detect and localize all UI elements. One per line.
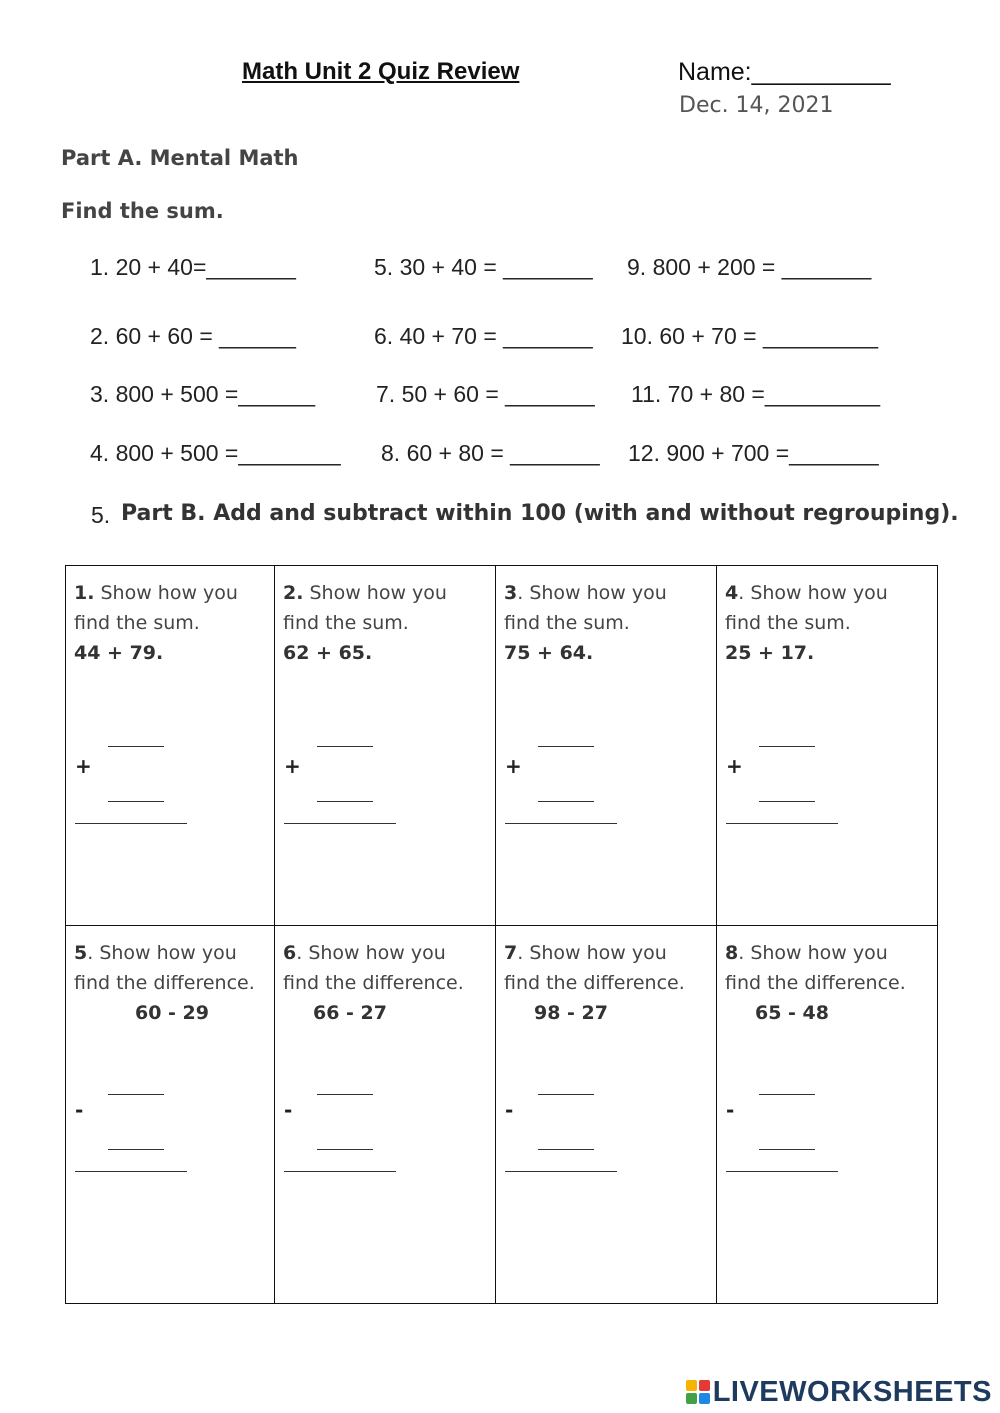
- operator-sign: +: [284, 754, 301, 778]
- answer-line[interactable]: [317, 1149, 373, 1150]
- logo-text: LIVEWORKSHEETS: [712, 1375, 992, 1408]
- problem-12[interactable]: 12. 900 + 700 =_______: [628, 440, 879, 466]
- box-number: 8: [725, 942, 739, 964]
- box-expression: 25 + 17.: [725, 642, 815, 664]
- answer-line[interactable]: [108, 1094, 164, 1095]
- result-line[interactable]: [505, 823, 617, 824]
- part-a-instruction: Find the sum.: [61, 199, 224, 223]
- box-number: 7: [504, 942, 518, 964]
- box-prompt-2: find the difference.: [74, 972, 255, 994]
- logo-square: [699, 1380, 710, 1391]
- sum-box-1[interactable]: [66, 566, 275, 926]
- problem-8[interactable]: 8. 60 + 80 = _______: [381, 440, 600, 466]
- problem-6[interactable]: 6. 40 + 70 = _______: [374, 323, 593, 349]
- box-prompt: Show how you: [303, 582, 447, 604]
- sum-box-3[interactable]: [496, 566, 717, 926]
- sum-row: [66, 566, 938, 926]
- problem-11[interactable]: 11. 70 + 80 =_________: [631, 381, 880, 407]
- answer-line[interactable]: [108, 1149, 164, 1150]
- difference-box-8[interactable]: [717, 926, 938, 1304]
- result-line[interactable]: [75, 1171, 187, 1172]
- box-prompt-2: find the sum.: [283, 612, 409, 634]
- box-number: 5: [74, 942, 88, 964]
- box-prompt-2: find the difference.: [283, 972, 464, 994]
- answer-line[interactable]: [108, 801, 164, 802]
- box-prompt-2: find the sum.: [504, 612, 630, 634]
- box-expression: 65 - 48: [755, 1002, 829, 1024]
- answer-line[interactable]: [317, 801, 373, 802]
- answer-line[interactable]: [538, 1094, 594, 1095]
- result-line[interactable]: [505, 1171, 617, 1172]
- box-prompt-2: find the difference.: [725, 972, 906, 994]
- box-prompt: . Show how you: [517, 582, 667, 604]
- difference-box-6[interactable]: [275, 926, 496, 1304]
- box-number: 2.: [283, 582, 304, 604]
- answer-line[interactable]: [108, 746, 164, 747]
- problem-10[interactable]: 10. 60 + 70 = _________: [621, 323, 879, 349]
- result-line[interactable]: [284, 1171, 396, 1172]
- problem-4[interactable]: 4. 800 + 500 =________: [90, 440, 341, 466]
- difference-box-7[interactable]: [496, 926, 717, 1304]
- result-line[interactable]: [726, 823, 838, 824]
- answer-line[interactable]: [538, 746, 594, 747]
- box-expression: 62 + 65.: [283, 642, 373, 664]
- problem-5[interactable]: 5. 30 + 40 = _______: [374, 254, 593, 280]
- logo-square: [686, 1393, 697, 1404]
- result-line[interactable]: [75, 823, 187, 824]
- problem-9[interactable]: 9. 800 + 200 = _______: [627, 254, 872, 280]
- answer-line[interactable]: [317, 1094, 373, 1095]
- problem-2[interactable]: 2. 60 + 60 = ______: [90, 323, 296, 349]
- work-grid: [65, 565, 938, 1304]
- problem-1[interactable]: 1. 20 + 40=_______: [90, 254, 296, 280]
- operator-sign: -: [726, 1098, 735, 1122]
- box-prompt: . Show how you: [87, 942, 237, 964]
- answer-line[interactable]: [538, 1149, 594, 1150]
- operator-sign: +: [726, 754, 743, 778]
- answer-line[interactable]: [759, 801, 815, 802]
- operator-sign: -: [284, 1098, 293, 1122]
- box-prompt-2: find the difference.: [504, 972, 685, 994]
- operator-sign: -: [505, 1098, 514, 1122]
- part-b-heading: Part B. Add and subtract within 100 (with and without regrouping).: [121, 501, 959, 526]
- answer-line[interactable]: [317, 746, 373, 747]
- worksheet-title: Math Unit 2 Quiz Review: [242, 58, 520, 85]
- box-number: 6: [283, 942, 297, 964]
- answer-line[interactable]: [759, 1094, 815, 1095]
- box-prompt: . Show how you: [517, 942, 667, 964]
- part-a-heading: Part A. Mental Math: [61, 146, 299, 170]
- box-prompt: . Show how you: [738, 582, 888, 604]
- box-prompt: . Show how you: [296, 942, 446, 964]
- box-prompt-2: find the sum.: [74, 612, 200, 634]
- part-b-number: 5.: [91, 502, 111, 528]
- problem-7[interactable]: 7. 50 + 60 = _______: [376, 381, 595, 407]
- box-number: 4: [725, 582, 739, 604]
- box-expression: 75 + 64.: [504, 642, 594, 664]
- box-prompt: . Show how you: [738, 942, 888, 964]
- box-expression: 60 - 29: [135, 1002, 209, 1024]
- operator-sign: +: [505, 754, 522, 778]
- box-expression: 44 + 79.: [74, 642, 164, 664]
- logo-square: [686, 1380, 697, 1391]
- box-number: 1.: [74, 582, 95, 604]
- answer-line[interactable]: [759, 746, 815, 747]
- box-expression: 66 - 27: [313, 1002, 387, 1024]
- box-expression: 98 - 27: [534, 1002, 608, 1024]
- liveworksheets-logo: [686, 1376, 992, 1408]
- logo-square: [699, 1393, 710, 1404]
- box-number: 3: [504, 582, 518, 604]
- box-prompt-2: find the sum.: [725, 612, 851, 634]
- answer-line[interactable]: [759, 1149, 815, 1150]
- logo-grid-icon: [686, 1380, 710, 1404]
- difference-box-5[interactable]: [66, 926, 275, 1304]
- sum-box-2[interactable]: [275, 566, 496, 926]
- date-text: Dec. 14, 2021: [679, 93, 834, 118]
- operator-sign: -: [75, 1098, 84, 1122]
- answer-line[interactable]: [538, 801, 594, 802]
- name-field[interactable]: Name:__________: [678, 58, 891, 86]
- result-line[interactable]: [726, 1171, 838, 1172]
- problem-3[interactable]: 3. 800 + 500 =______: [90, 381, 316, 407]
- operator-sign: +: [75, 754, 92, 778]
- sum-box-4[interactable]: [717, 566, 938, 926]
- difference-row: [66, 926, 938, 1304]
- box-prompt: Show how you: [94, 582, 238, 604]
- result-line[interactable]: [284, 823, 396, 824]
